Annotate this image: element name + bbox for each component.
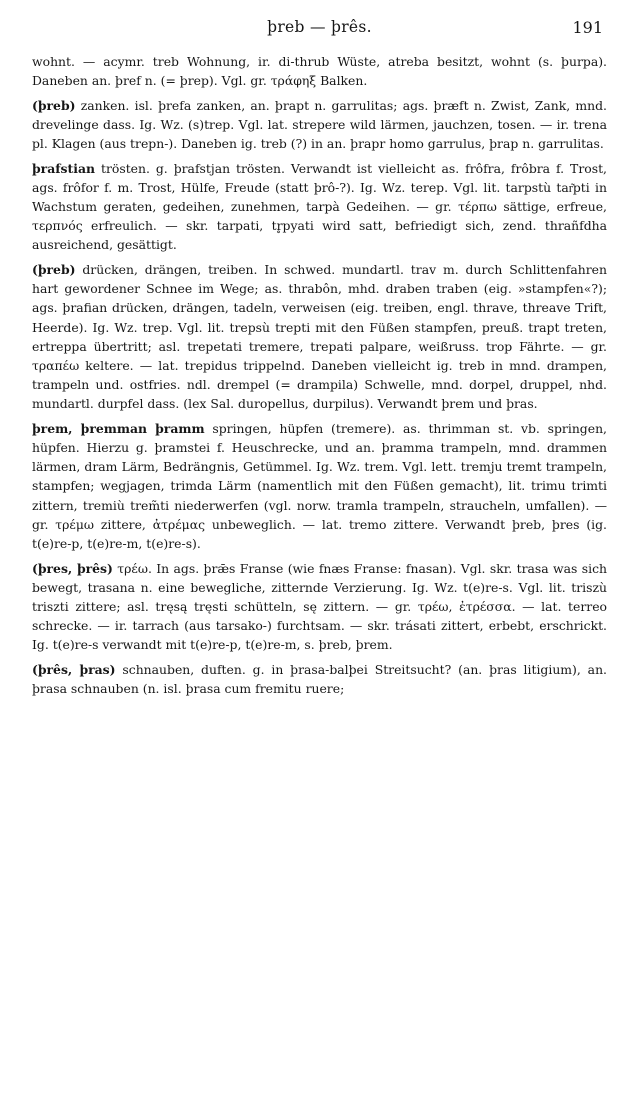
entry-headword: (þreb) xyxy=(32,261,76,277)
entry-thrafstian xyxy=(32,159,607,255)
entry-thres-thras xyxy=(32,660,607,698)
page-body xyxy=(32,52,607,698)
entry-headword: (þres, þrês) xyxy=(32,560,113,576)
entry-threb-druecken xyxy=(32,260,607,414)
entry-text: springen, hüpfen (tremere). as. thrimman st. vb. springen, hüpfen. Hierzu g. þramstei f. Heuschrecke, und an. þramma trampeln, mnd. drammen lärmen, dram Lärm, Bedrängnis, Getümmel. Ig. Wz. trem. Vgl. lett. tremju tremt trampeln, stampfen; wegjagen, trimda Lärm (namentlich mit den Füßen gemacht), lit. trimu trimti zittern, tremiù trem̃ti niederwerfen (vgl. norw. tramla trampeln, straucheln, umfallen). — gr. τρέμω zittere, ἀτρέμας unbeweglich. — lat. tremo zittere. Verwandt þreb, þres (ig. t(e)re-p, t(e)re-m, t(e)re-s). xyxy=(32,420,607,552)
entry-text: zanken. isl. þrefa zanken, an. þrapt n. garrulitas; ags. þræft n. Zwist, Zank, mnd. drevelinge dass. Ig. Wz. (s)trep. Vgl. lat. strepere wild lärmen, jauchzen, tosen. — ir. trena pl. Klagen (aus trepn-). Daneben ig. treb (?) in an. þrapr homo garrulus, þrap n. garrulitas. xyxy=(32,97,607,152)
running-head: þreb — þrês. xyxy=(267,18,372,36)
entry-text: schnauben, duften. g. in þrasa-balþei Streitsucht? (an. þras litigium), an. þrasa schnauben (n. isl. þrasa cum fremitu ruere; xyxy=(32,661,607,697)
entry-threm xyxy=(32,419,607,553)
entry-thres xyxy=(32,559,607,655)
entry-headword: þrem, þremman þramm xyxy=(32,420,205,436)
entry-headword: (þrês, þras) xyxy=(32,661,116,677)
entry-headword: þrafstian xyxy=(32,160,95,176)
page-number: 191 xyxy=(572,18,603,37)
entry-text: trösten. g. þrafstjan trösten. Verwandt ist vielleicht as. frôfra, frôbra f. Trost, ags. frôfor f. m. Trost, Hülfe, Freude (statt þrô-?). Ig. Wz. terep. Vgl. lit. tarpstù tar͂pti in Wachstum geraten, gedeihen, zunehmen, tarpà Gedeihen. — gr. τέρπω sättige, erfreue, τερπνός erfreulich. — skr. tarpati, tr̥pyati wird satt, befriedigt sich, zend. thrañfdha ausreichend, gesättigt. xyxy=(32,160,607,253)
entry-text: drücken, drängen, treiben. In schwed. mundartl. trav m. durch Schlittenfahren hart gewordener Schnee im Wege; as. thrabôn, mhd. draben traben (eig. »stampfen«?); ags. þrafian drücken, drängen, tadeln, verweisen (eig. treiben, engl. thrave, threave Trift, Heerde). Ig. Wz. trep. Vgl. lit. trepsù trepti mit den Füßen stampfen, preuß. trapt treten, ertreppa übertritt; asl. trepetati tremere, trepati palpare, weißruss. trop Fährte. — gr. τραπέω keltere. — lat. trepidus trippelnd. Daneben vielleicht ig. treb in mnd. drampen, trampeln und. ostfries. ndl. drempel (= drampila) Schwelle, mnd. dorpel, druppel, nhd. mundartl. durpfel dass. (lex Sal. duropellus, durpilus). Verwandt þrem und þras. xyxy=(32,261,607,412)
entry-text: wohnt. — acymr. treb Wohnung, ir. di-thrub Wüste, atreba besitzt, wohnt (s. þurpa). Daneben an. þref n. (= þrep). Vgl. gr. τράφηξ Balken. xyxy=(32,54,607,89)
entry-text: τρέω. In ags. þrǣs Franse (wie fnæs Franse: fnasan). Vgl. skr. trasa was sich bewegt, trasana n. eine bewegliche, zitternde Verzierung. Ig. Wz. t(e)re-s. Vgl. lit. triszù triszti zittere; asl. tręsą tręsti schütteln, sę zittern. — gr. τρέω, ἐτρέσσα. — lat. terreo schrecke. — ir. tarrach (aus tarsako-) furchtsam. — skr. trásati zittert, erbebt, erschrickt. Ig. t(e)re-s verwandt mit t(e)re-p, t(e)re-m, s. þreb, þrem. xyxy=(32,560,607,653)
entry-continuation xyxy=(32,52,607,90)
entry-threb-zanken xyxy=(32,96,607,154)
page-header xyxy=(32,18,607,52)
entry-headword: (þreb) xyxy=(32,97,76,113)
